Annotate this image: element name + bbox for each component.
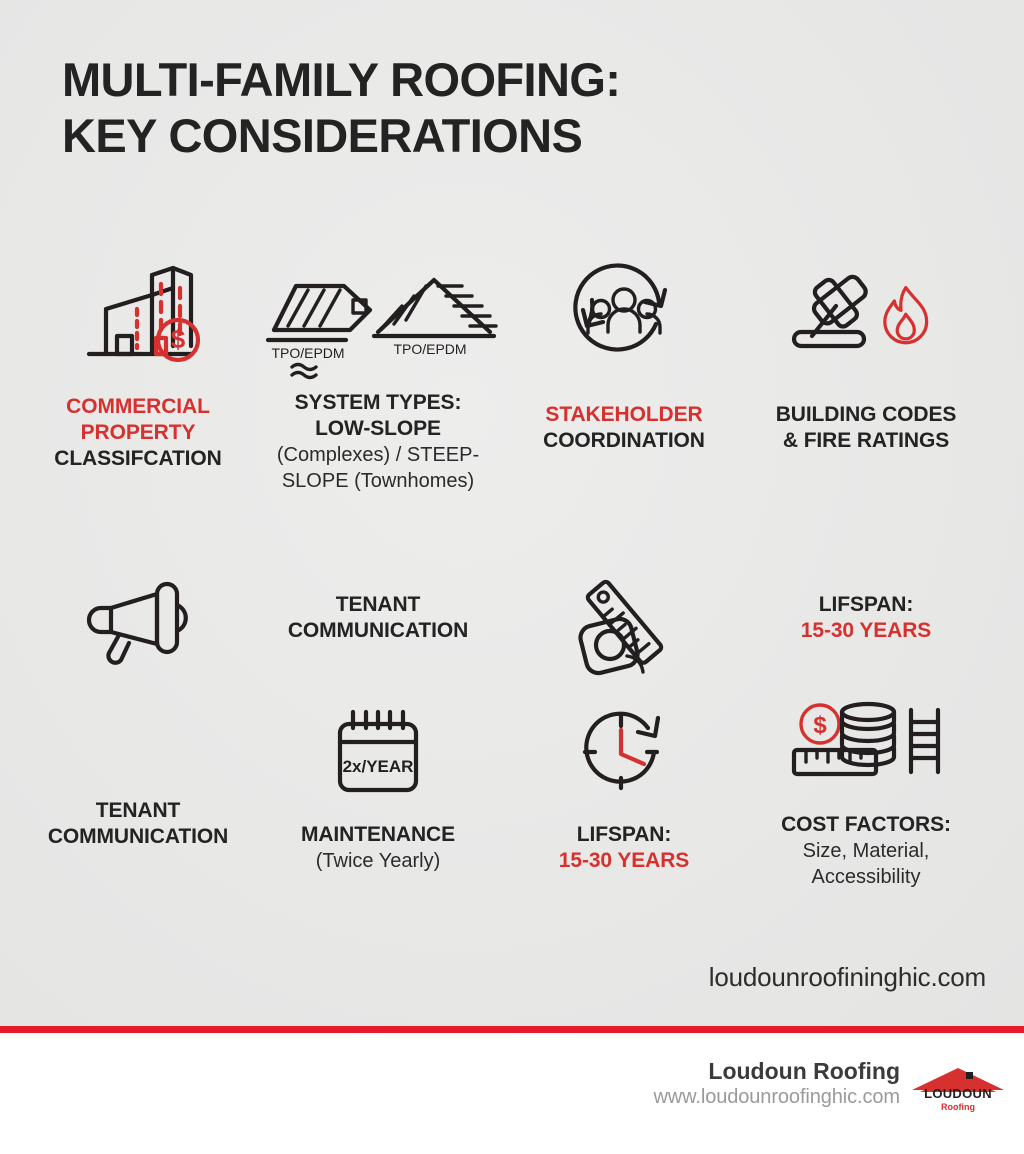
loudoun-roofing-logo (910, 1064, 1006, 1116)
caption-line-1: BUILDING CODES (775, 403, 957, 426)
logo-wordmark: LOUDOUN (924, 1086, 992, 1101)
caption-line-1: SYSTEM TYPES: (294, 391, 462, 414)
item-building-codes-caption (748, 402, 984, 454)
item-cost-factors-caption (748, 812, 984, 890)
svg-text:$: $ (813, 712, 827, 739)
roof-right-label: TPO/EPDM (393, 341, 467, 357)
caption-line-1: TENANT (95, 799, 181, 822)
caption-line-2: COMMUNICATION (287, 619, 469, 642)
item-measure (512, 578, 736, 678)
caption-red-line: 15-30 YEARS (558, 849, 690, 872)
item-tenant-communication-top-caption (258, 592, 498, 644)
caption-red-line: STAKEHOLDER (545, 403, 703, 426)
caption-black-line: LIFSPAN: (818, 593, 914, 616)
page-title (62, 52, 962, 164)
item-lifespan-top-caption (748, 592, 984, 644)
item-tenant-communication-top (258, 592, 498, 644)
item-lifespan-bottom (512, 706, 736, 874)
item-maintenance-caption (258, 822, 498, 874)
office-buildings-dollar-icon (24, 262, 252, 362)
caption-black-line: LIFSPAN: (576, 823, 672, 846)
item-commercial-property (24, 262, 252, 472)
website-url-text: loudounroofininghic.com (708, 962, 986, 992)
caption-red-line-1: COMMERCIAL (66, 395, 210, 418)
logo-subtext: Roofing (941, 1102, 975, 1112)
item-lifespan-bottom-caption (512, 822, 736, 874)
caption-sub-2: Accessibility (811, 866, 921, 888)
calendar-icon (258, 706, 498, 798)
caption-sub-1: Size, Material, (802, 840, 930, 862)
caption-black-line: CLASSIFCATION (54, 447, 222, 470)
item-cost-factors (748, 700, 984, 890)
svg-text:$: $ (170, 324, 186, 354)
item-megaphone (24, 578, 252, 660)
red-divider (0, 1026, 1024, 1033)
roof-left-label: TPO/EPDM (271, 345, 345, 361)
item-building-codes (748, 262, 984, 454)
item-system-types-caption (258, 390, 498, 494)
footer-brand-name: Loudoun Roofing (708, 1058, 900, 1084)
caption-line-2: COMMUNICATION (47, 825, 229, 848)
item-system-types (258, 262, 498, 494)
item-lifespan-top (748, 592, 984, 644)
caption-black-line: COORDINATION (543, 429, 705, 452)
item-tenant-communication-bottom-caption (24, 798, 252, 850)
people-cycle-icon (512, 262, 736, 362)
caption-line-1: COST FACTORS: (781, 813, 951, 836)
title-line-2: KEY CONSIDERATIONS (62, 109, 583, 162)
item-tenant-communication-bottom (24, 798, 252, 850)
two-roofs-icon (258, 262, 498, 362)
caption-sub-1: (Complexes) / STEEP- (276, 444, 480, 466)
caption-line-2: & FIRE RATINGS (782, 429, 950, 452)
item-stakeholder-coordination (512, 262, 736, 454)
gavel-flame-icon (748, 262, 984, 362)
caption-red-line-2: PROPERTY (80, 421, 196, 444)
caption-line-1: MAINTENANCE (300, 823, 456, 846)
caption-sub-2: SLOPE (Townhomes) (281, 470, 475, 492)
footer-text-block (653, 1058, 900, 1109)
caption-red-line: 15-30 YEARS (800, 619, 932, 642)
title-line-1: MULTI-FAMILY ROOFING: (62, 53, 621, 106)
calendar-icon-label: 2x/YEAR (342, 757, 414, 776)
item-stakeholder-caption (512, 402, 736, 454)
caption-line-1: TENANT (335, 593, 421, 616)
clock-icon (512, 706, 736, 798)
item-maintenance (258, 706, 498, 874)
caption-sub-1: (Twice Yearly) (315, 850, 441, 872)
item-commercial-property-caption (24, 394, 252, 472)
footer-website-url: www.loudounroofinghic.com (653, 1086, 900, 1108)
coins-ladder-ruler-icon (748, 700, 984, 790)
ruler-shingle-icon (512, 578, 736, 678)
megaphone-icon (24, 578, 252, 660)
caption-line-2: LOW-SLOPE (315, 417, 441, 440)
